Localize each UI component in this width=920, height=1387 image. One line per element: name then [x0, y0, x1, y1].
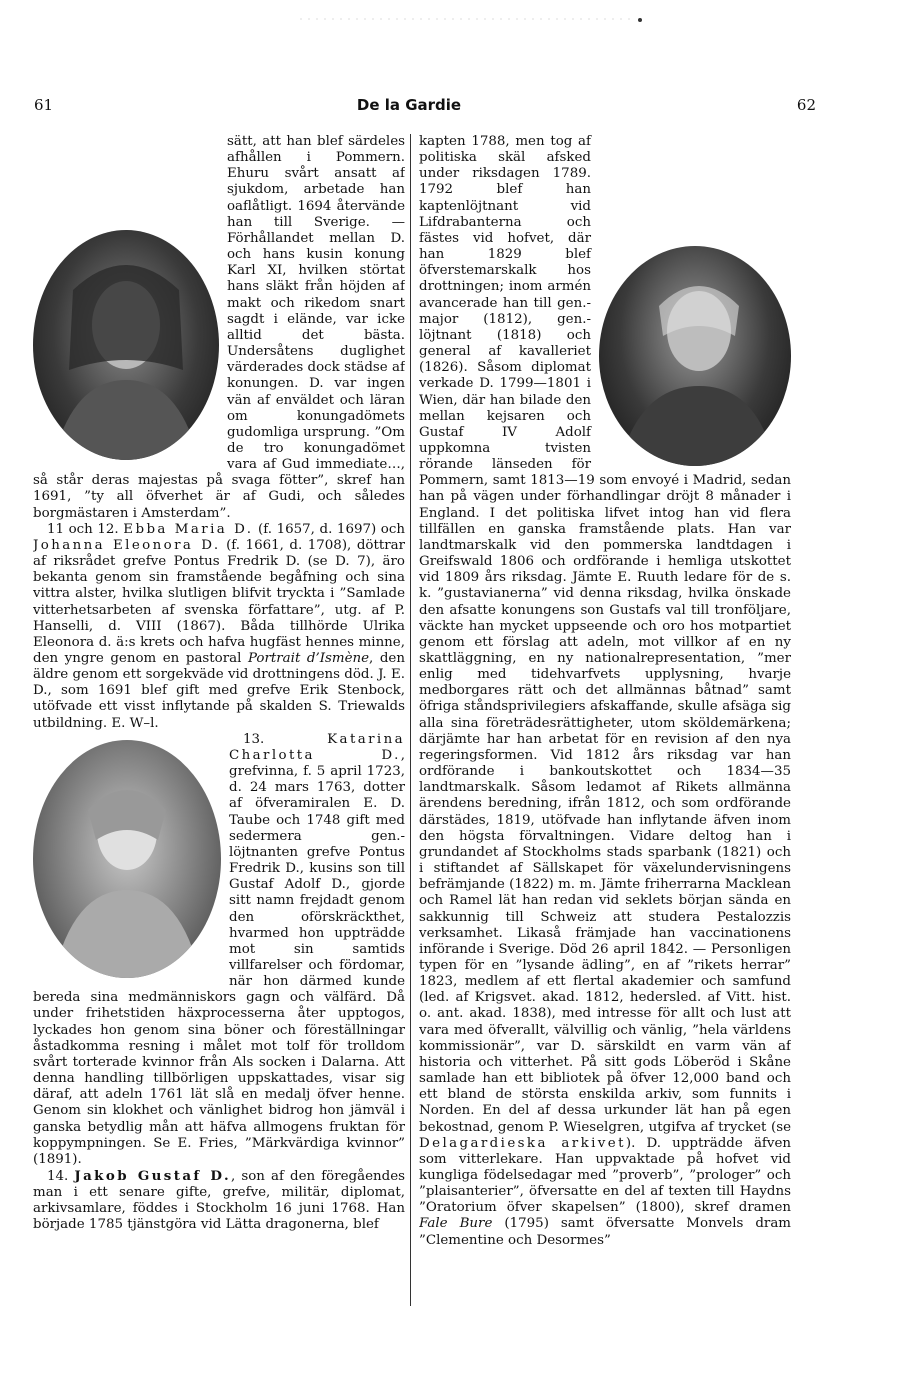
scan-artifact	[300, 8, 660, 16]
name-jakob-gustaf: Jakob Gustaf D.	[74, 1168, 232, 1184]
archive-title: Delagardieska arkivet	[419, 1135, 626, 1151]
left-column	[33, 134, 405, 1314]
column-divider	[410, 134, 411, 1306]
page-header	[0, 96, 920, 120]
name-katarina: Katarina Charlotta D.	[229, 731, 405, 763]
portrait-jakob-de-la-gardie	[33, 230, 219, 460]
name-johanna: Johanna Eleonora D.	[33, 537, 221, 553]
paragraph-2: 11 och 12. Ebba Maria D. (f. 1657, d. 1697) och Johanna Eleonora D. (f. 1661, d. 1708), döttrar af riksrådet grefve Pontus Fredrik D. (se D. 7), äro bekanta genom sin framstående begåfning och sina vittra alster, hvilka slutligen blifvit tryckta i ”Samlade vitterhetsarbeten af svenska författare”, utg. af P. Hanselli, d. VIII (1867). Båda tillhörde Ulrika Eleonora d. ä:s krets och hafva hugfäst hennes minne, den yngre genom en pastoral Portrait d’Ismène, den äldre genom ett sorgekväde vid drottningens död. J. E. D., som 1691 blef gift med grefve Erik Stenbock, utöfvade ett visst inflytande på skalden S. Triewalds utbildning. E. W–l.	[33, 521, 405, 731]
signature-ew: E. W–l.	[111, 715, 159, 731]
page-number-left: 61	[34, 96, 54, 114]
paragraph-1: sätt, att han blef särdeles afhållen i Pommern. Ehuru svårt ansatt af sjukdom, arbetade han oaflåtligt. 1694 återvände han till Sverige. — Förhållandet mellan D. och hans kusin konung Karl XI, hvilken störtat hans släkt från höjden af makt och rikedom snart sagdt i elände, var icke alltid det bästa. Undersåtens duglighet värderades dock städse af konungen. D. var ingen vän af enväldet och läran om konungadömets gudomliga ursprung. ”Om de tro konungadömet vara af Gud immediate…, så står deras majestas på svaga fötter”, skref han 1691, ”ty all öfverhet är af Gudi, och således borgmästaren i Amsterdam”.	[33, 134, 405, 521]
paragraph-right-1: kapten 1788, men tog af politiska skäl afsked under riksdagen 1789. 1792 blef han kaptenlöjtnant vid Lifdrabanterna och fästes vid hofvet, där han 1829 blef öfverstemarskalk hos drottningen; inom armén avancerade han till gen.-major (1812), gen.-löjtnant (1818) och general af kavalleriet (1826). Såsom diplomat verkade D. 1799—1801 i Wien, där han bilade den mellan kejsaren och Gustaf IV Adolf uppkomna tvisten rörande länseden för Pommern, samt 1813—19 som envoyé i Madrid, sedan han på vägen under förhandlingar dröjt 8 månader i England. I det politiska lifvet intog han vid flera tillfällen en ganska framstående plats. Han var landtmarskalk vid den pommerska landtdagen i Greifswald 1806 och ordförande i hemliga utskottet vid 1809 års riksdag. Jämte E. Ruuth ledare för de s. k. ”gustavianerna” vid denna riksdag, hvilka önskade den afsatte konungens son Gustafs val till tronföljare, väckte han mycket uppseende och oro hos motpartiet genom ett förslag att adeln, mot villkor af en ny skattläggning, en ny nationalrepresentation, ”mer enlig med tidehvarfvets upplysning, hvarje medborgares rätt och det allmännas båtnad” samt öfriga ståndsprivilegiers afskaffande, skulle afsäga sig alla sina företrädesrättigheter, utom sköldemärkena; därjämte har han arbetat för en revision af den nya regeringsformen. Vid 1812 års riksdag var han ordförande i bankoutskottet och 1834—35 landtmarskalk. Såsom ledamot af Rikets allmänna ärendens beredning, ifrån 1812, och som ordförande därstädes, 1819, utöfvade han inflytande äfven inom den högsta förvaltningen. Vidare deltog han i grundandet af Stockholms stads sparbank (1821) och i stiftandet af Sällskapet för växelundervisningens befrämjande (1822) m. m. Jämte friherrarna Macklean och Ramel lät han redan vid seklets början sända en sakkunnig till Schweiz att studera Pestalozzis verksamhet. Likaså främjade han vaccinationens införande i Sverige. Död 26 april 1842. — Personligen typen för en ”lysande ädling”, en af ”rikets herrar” 1823, medlem af ett flertal akademier och samfund (led. af Krigsvet. akad. 1812, hedersled. af Vitt. hist. o. ant. akad. 1838), med intresse för allt och lust att vara med öfverallt, välvillig och vänlig, ”hela världens kommissionär”, var D. särskildt en varm vän af historia och vitterhet. På sitt gods Löberöd i Skåne samlade han ett bibliotek på öfver 12,000 band och ett bland de största enskilda arkiv, som funnits i Norden. En del af dessa urkunder lät han på egen bekostnad, genom P. Wieselgren, utgifva af trycket (se Delagardieska arkivet). D. uppträdde äfven som vitterlekare. Han uppvaktade på hofvet vid kungliga födelsedagar med ”proverb”, ”prologer” och ”plaisanterier”, öfversatte en del af texten till Haydns ”Oratorium öfver skapelsen” (1800), skref dramen Fale Bure (1795) samt öfversatte Monvels dram ”Clementine och Desormes”	[419, 134, 791, 1248]
portrait-jakob-gustaf	[599, 246, 791, 466]
portrait-katarina-charlotta	[33, 740, 221, 978]
running-title: De la Gardie	[356, 96, 462, 114]
title-portrait: Portrait d’Ismène	[247, 651, 370, 666]
paragraph-3: 13. Katarina Charlotta D., grefvinna, f. 5 april 1723, d. 24 mars 1763, dotter af öfveramiralen E. D. Taube och 1748 gift med sedermera gen.-löjtnanten grefve Pontus Fredrik D., kusins son till Gustaf Adolf D., gjorde sitt namn frejdadt genom den oförskräckthet, hvarmed hon uppträdde mot sin samtids villfarelser och fördomar, när hon därmed kunde bereda sina medmänniskors gagn och välfärd. Då under frihetstiden häxprocesserna åter upptogos, lyckades hon genom sina böner och föreställningar åstadkomma resning i målet mot tolf för trolldom svårt torterade kvinnor från Als socken i Dalarna. Att denna handling tillbörligen uppskattades, visar sig däraf, att adeln 1761 lät slå en medalj öfver henne. Genom sin klokhet och vänlighet bidrog hon jämväl i ganska betydlig mån att häfva allmogens fruktan för koppympningen. Se E. Fries, ”Märkvärdiga kvinnor” (1891).	[33, 731, 405, 1167]
right-column	[419, 134, 791, 1314]
page-number-right: 62	[796, 96, 816, 114]
name-ebba: Ebba Maria D.	[123, 521, 254, 537]
paragraph-4: 14. Jakob Gustaf D., son af den föregåendes man i ett senare gifte, grefve, militär, diplomat, arkivsamlare, föddes i Stockholm 16 juni 1768. Han började 1785 tjänstgöra vid Lätta dragonerna, blef	[33, 1168, 405, 1233]
title-fale-bure: Fale Bure	[419, 1216, 493, 1232]
